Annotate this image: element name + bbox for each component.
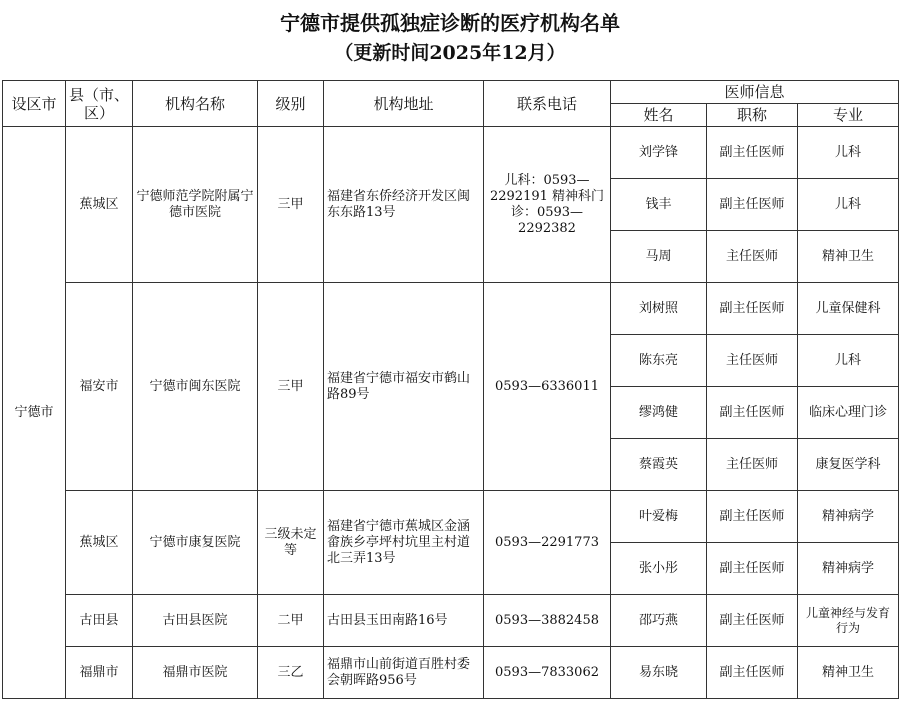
header-county: 县（市、区） — [66, 81, 133, 127]
doctor-name-cell: 刘树照 — [611, 283, 707, 335]
header-address: 机构地址 — [324, 81, 484, 127]
doctor-title-cell: 副主任医师 — [707, 387, 798, 439]
county-cell: 古田县 — [66, 595, 133, 647]
address-cell: 福建省宁德市蕉城区金涵畲族乡亭坪村坑里主村道北三弄13号 — [324, 491, 484, 595]
doctor-name-cell: 邵巧燕 — [611, 595, 707, 647]
doctor-name-cell: 张小彤 — [611, 543, 707, 595]
doctor-name-cell: 缪鸿健 — [611, 387, 707, 439]
doctor-name-cell: 易东晓 — [611, 647, 707, 699]
level-cell: 三甲 — [258, 283, 324, 491]
level-cell: 二甲 — [258, 595, 324, 647]
doctor-title-cell: 主任医师 — [707, 231, 798, 283]
table-row — [3, 647, 899, 699]
address-cell: 福建省东侨经济开发区闽东东路13号 — [324, 127, 484, 283]
doctor-specialty-cell: 儿科 — [798, 335, 899, 387]
table-row — [3, 283, 899, 335]
header-level: 级别 — [258, 81, 324, 127]
doctor-title-cell: 副主任医师 — [707, 595, 798, 647]
institution-name-cell: 福鼎市医院 — [133, 647, 258, 699]
doctor-title-cell: 副主任医师 — [707, 543, 798, 595]
doctor-title-cell: 副主任医师 — [707, 647, 798, 699]
table-row — [3, 595, 899, 647]
doctor-specialty-cell: 儿童保健科 — [798, 283, 899, 335]
institution-table — [2, 80, 899, 699]
title-line-2: （更新时间2025年12月） — [334, 42, 566, 64]
doctor-specialty-cell: 精神病学 — [798, 543, 899, 595]
level-cell: 三甲 — [258, 127, 324, 283]
doctor-title-cell: 主任医师 — [707, 439, 798, 491]
header-specialty: 专业 — [798, 104, 899, 127]
doctor-specialty-cell: 精神病学 — [798, 491, 899, 543]
doctor-name-cell: 蔡霞英 — [611, 439, 707, 491]
address-cell: 福鼎市山前街道百胜村委会朝晖路956号 — [324, 647, 484, 699]
doctor-title-cell: 副主任医师 — [707, 491, 798, 543]
phone-cell: 0593—7833062 — [484, 647, 611, 699]
phone-cell: 0593—3882458 — [484, 595, 611, 647]
county-cell: 福安市 — [66, 283, 133, 491]
doctor-specialty-cell: 康复医学科 — [798, 439, 899, 491]
institution-name-cell: 古田县医院 — [133, 595, 258, 647]
doctor-name-cell: 钱丰 — [611, 179, 707, 231]
county-cell: 蕉城区 — [66, 491, 133, 595]
doctor-specialty-cell: 儿科 — [798, 179, 899, 231]
doctor-title-cell: 副主任医师 — [707, 127, 798, 179]
doctor-specialty-cell: 儿科 — [798, 127, 899, 179]
doctor-name-cell: 陈东亮 — [611, 335, 707, 387]
doctor-specialty-cell: 儿童神经与发育行为 — [798, 595, 899, 647]
doctor-name-cell: 刘学锋 — [611, 127, 707, 179]
city-cell: 宁德市 — [3, 127, 66, 699]
institution-name-cell: 宁德师范学院附属宁德市医院 — [133, 127, 258, 283]
institution-name-cell: 宁德市康复医院 — [133, 491, 258, 595]
phone-cell: 0593—6336011 — [484, 283, 611, 491]
header-institution: 机构名称 — [133, 81, 258, 127]
header-doctor-info: 医师信息 — [611, 81, 899, 104]
address-cell: 古田县玉田南路16号 — [324, 595, 484, 647]
header-phone: 联系电话 — [484, 81, 611, 127]
county-cell: 福鼎市 — [66, 647, 133, 699]
table-row — [3, 127, 899, 179]
doctor-title-cell: 副主任医师 — [707, 283, 798, 335]
phone-cell: 儿科：0593—2292191 精神科门诊：0593—2292382 — [484, 127, 611, 283]
doctor-specialty-cell: 精神卫生 — [798, 231, 899, 283]
header-name: 姓名 — [611, 104, 707, 127]
address-cell: 福建省宁德市福安市鹤山路89号 — [324, 283, 484, 491]
doctor-title-cell: 主任医师 — [707, 335, 798, 387]
doctor-title-cell: 副主任医师 — [707, 179, 798, 231]
title-line-1: 宁德市提供孤独症诊断的医疗机构名单 — [280, 11, 620, 35]
county-cell: 蕉城区 — [66, 127, 133, 283]
doctor-specialty-cell: 临床心理门诊 — [798, 387, 899, 439]
phone-cell: 0593—2291773 — [484, 491, 611, 595]
institution-name-cell: 宁德市闽东医院 — [133, 283, 258, 491]
table-row — [3, 491, 899, 543]
header-title: 职称 — [707, 104, 798, 127]
header-city: 设区市 — [3, 81, 66, 127]
table-body — [3, 127, 899, 699]
doctor-specialty-cell: 精神卫生 — [798, 647, 899, 699]
document-title — [0, 0, 900, 68]
doctor-name-cell: 叶爱梅 — [611, 491, 707, 543]
level-cell: 三级未定等 — [258, 491, 324, 595]
doctor-name-cell: 马周 — [611, 231, 707, 283]
level-cell: 三乙 — [258, 647, 324, 699]
